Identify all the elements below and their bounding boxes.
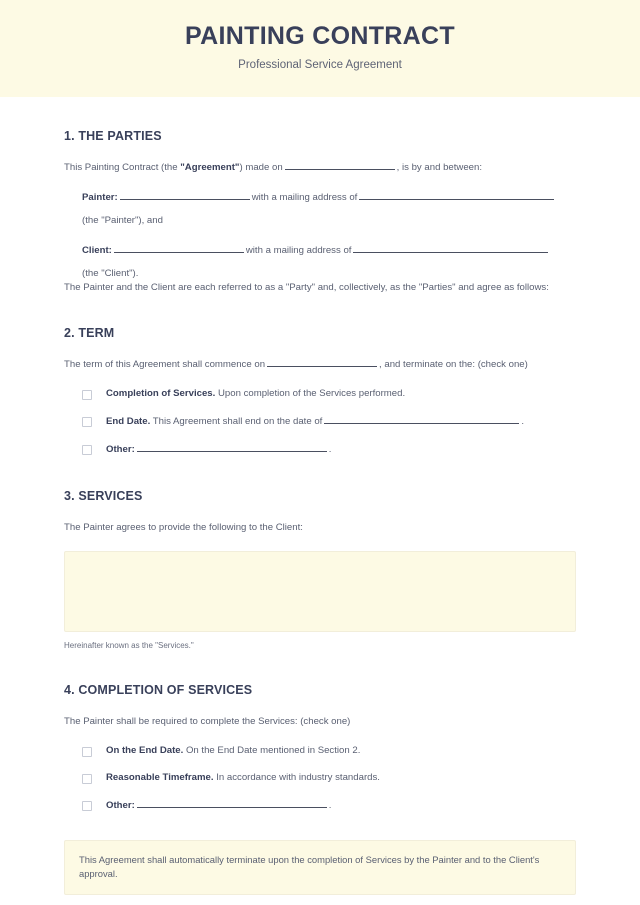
section-services xyxy=(64,489,576,651)
completion-intro-paragraph: The Painter shall be required to complete the Services: (check one) xyxy=(64,716,351,728)
completion-option-reasonable-timeframe[interactable] xyxy=(82,772,576,785)
term-option-bold-1: End Date. xyxy=(106,416,151,428)
section-heading-parties: 1. THE PARTIES xyxy=(64,129,162,143)
completion-option-bold-0: On the End Date. xyxy=(106,745,184,757)
parties-intro-tail: , is by and between: xyxy=(396,162,483,173)
completion-option-other[interactable] xyxy=(82,799,576,813)
completion-option-label-0 xyxy=(106,745,360,758)
section-heading-completion: 4. COMPLETION OF SERVICES xyxy=(64,683,253,698)
document-header xyxy=(0,0,640,97)
section-the-parties xyxy=(64,97,576,294)
section-heading-term: 2. TERM xyxy=(64,326,115,341)
completion-option-bold-1: Reasonable Timeframe. xyxy=(106,772,214,784)
termination-callout-text: This Agreement shall automatically terminate upon the completion of Services by the Painter and to the Client's approval. xyxy=(79,854,540,880)
term-options-group xyxy=(82,388,576,457)
term-end-date-blank[interactable] xyxy=(324,415,519,424)
term-commence-date-blank[interactable] xyxy=(267,358,377,367)
completion-option-text-1: In accordance with industry standards. xyxy=(216,772,380,784)
term-option-trailing-1: . xyxy=(521,416,525,428)
checkbox-icon[interactable] xyxy=(82,417,92,427)
term-intro-before: The term of this Agreement shall commence on xyxy=(64,359,266,371)
section-term xyxy=(64,326,576,457)
client-row xyxy=(82,244,576,258)
term-intro-after: , and terminate on the: (check one) xyxy=(379,359,528,371)
section-completion-of-services xyxy=(64,683,576,813)
painter-note: (the "Painter"), and xyxy=(82,214,163,226)
checkbox-icon[interactable] xyxy=(82,445,92,455)
term-option-label-0 xyxy=(106,388,405,401)
services-note: Hereinafter known as the "Services." xyxy=(64,641,194,651)
completion-option-trailing-2: . xyxy=(328,800,332,812)
client-name-blank[interactable] xyxy=(114,244,244,253)
completion-option-bold-2: Other: xyxy=(106,800,135,812)
completion-option-text-0: On the End Date mentioned in Section 2. xyxy=(185,745,361,757)
completion-options-group xyxy=(82,745,576,813)
document-body xyxy=(0,97,640,895)
parties-intro-paragraph xyxy=(64,161,576,175)
term-other-blank[interactable] xyxy=(137,443,327,452)
term-option-other[interactable] xyxy=(82,443,576,457)
completion-option-label-2 xyxy=(106,799,331,813)
client-address-blank[interactable] xyxy=(353,244,548,253)
completion-option-label-1 xyxy=(106,772,380,785)
term-option-completion-of-services[interactable] xyxy=(82,388,576,401)
client-note: (the "Client"). xyxy=(82,267,139,279)
completion-option-on-the-end-date[interactable] xyxy=(82,745,576,758)
term-option-text-1: This Agreement shall end on the date of xyxy=(152,416,323,428)
painter-address-text: with a mailing address of xyxy=(251,191,358,203)
agreement-date-blank[interactable] xyxy=(285,161,395,170)
section-heading-services: 3. SERVICES xyxy=(64,489,143,504)
checkbox-icon[interactable] xyxy=(82,774,92,784)
services-intro-paragraph: The Painter agrees to provide the following to the Client: xyxy=(64,522,303,534)
term-option-label-1 xyxy=(106,415,524,429)
page-title: PAINTING CONTRACT xyxy=(185,22,455,50)
parties-intro-after: ) made on xyxy=(239,162,283,173)
term-option-trailing-2: . xyxy=(328,444,332,456)
parties-closing-paragraph: The Painter and the Client are each referred to as a "Party" and, collectively, as the "Parties" and agree as follows: xyxy=(64,281,549,293)
term-option-end-date[interactable] xyxy=(82,415,576,429)
completion-other-blank[interactable] xyxy=(137,799,327,808)
term-option-label-2 xyxy=(106,443,331,457)
term-option-bold-2: Other: xyxy=(106,444,135,456)
services-description-input[interactable] xyxy=(64,551,576,632)
checkbox-icon[interactable] xyxy=(82,747,92,757)
term-option-bold-0: Completion of Services. xyxy=(106,388,216,400)
painter-row xyxy=(82,191,576,205)
term-option-text-0: Upon completion of the Services performed. xyxy=(217,388,406,400)
term-intro-paragraph xyxy=(64,358,576,372)
checkbox-icon[interactable] xyxy=(82,801,92,811)
client-address-text: with a mailing address of xyxy=(245,244,352,256)
termination-callout xyxy=(64,840,576,895)
agreement-term-bold: "Agreement" xyxy=(180,162,240,173)
page-subtitle: Professional Service Agreement xyxy=(238,58,402,71)
painter-label: Painter: xyxy=(82,191,118,203)
checkbox-icon[interactable] xyxy=(82,390,92,400)
parties-intro-before: This Painting Contract (the xyxy=(64,162,181,173)
client-label: Client: xyxy=(82,244,112,256)
painter-address-blank[interactable] xyxy=(359,191,554,200)
painter-name-blank[interactable] xyxy=(120,191,250,200)
party-details-block xyxy=(82,191,576,281)
